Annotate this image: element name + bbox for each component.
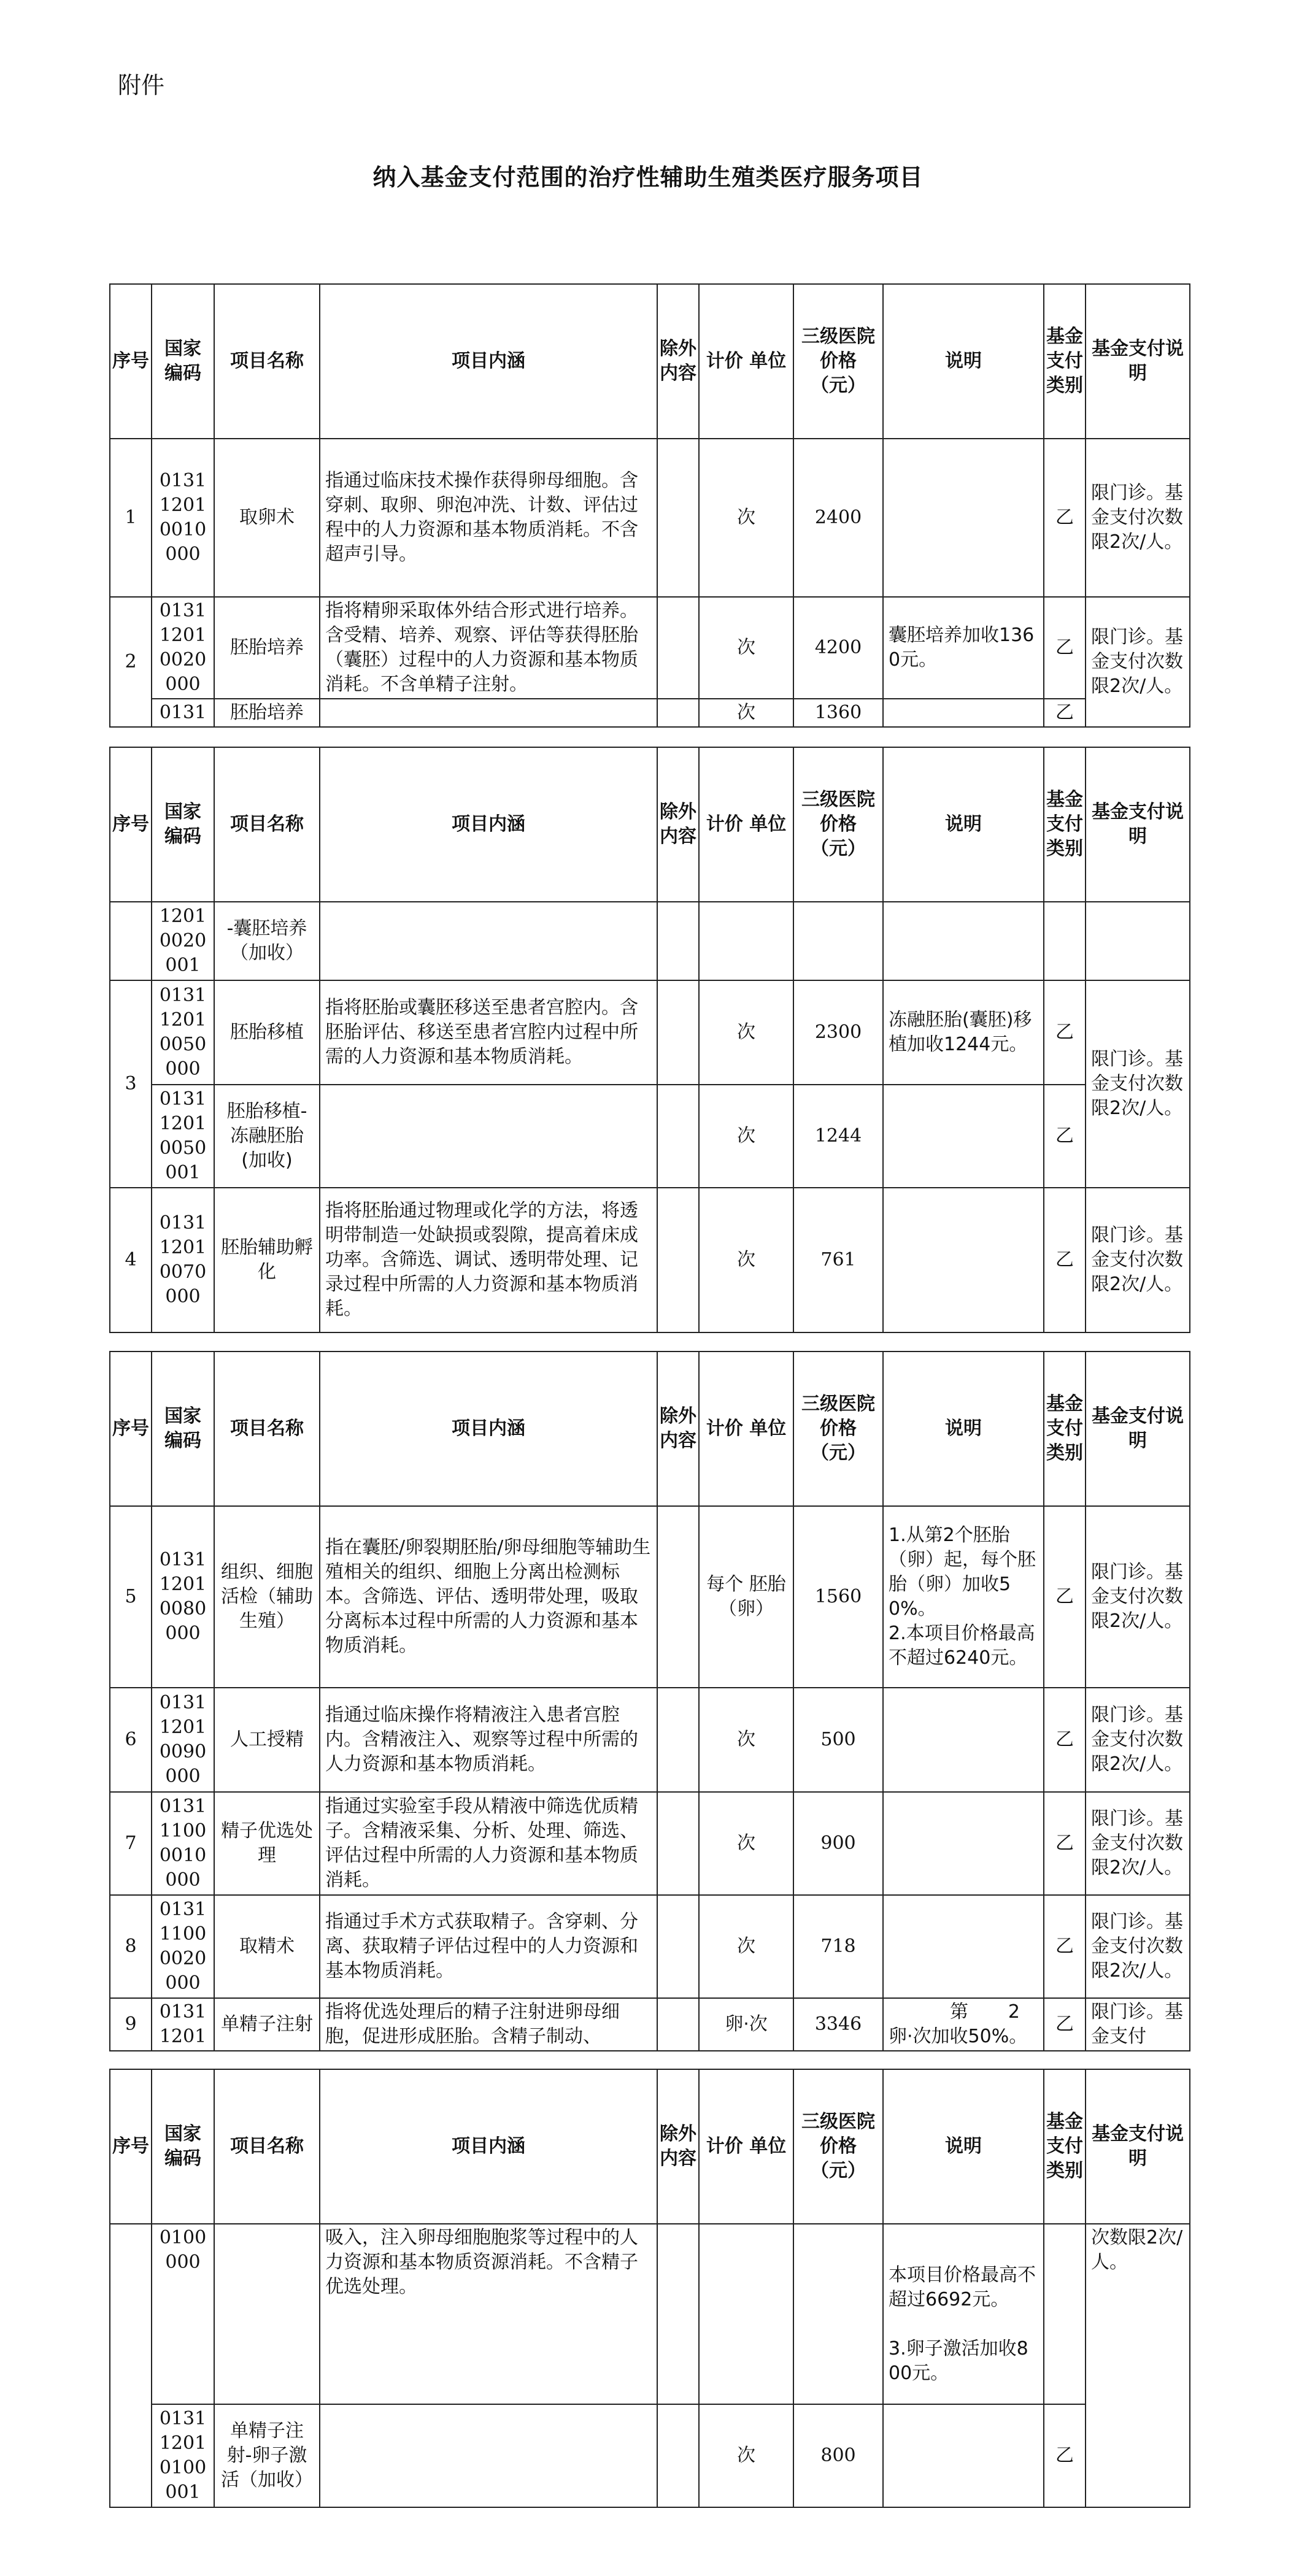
- table-row: [110, 439, 1190, 597]
- seq-cell: 8: [110, 1895, 152, 1998]
- table-row: [110, 597, 1190, 699]
- header-content: 项目内涵: [320, 747, 657, 902]
- price-cell: 718: [793, 1895, 883, 1998]
- excluded-cell: [657, 1895, 699, 1998]
- excluded-cell: [657, 1792, 699, 1895]
- code-cell: 0131 1100 0020 000: [152, 1895, 214, 1998]
- note-cell: [883, 699, 1044, 727]
- seq-cell: 5: [110, 1506, 152, 1688]
- unit-cell: 次: [699, 1085, 793, 1188]
- fund-note-cell: 限门诊。基金支付次数限2次/人。: [1086, 1895, 1190, 1998]
- header-category: 基金支付类别: [1044, 747, 1086, 902]
- code-cell: 0131: [152, 699, 214, 727]
- category-cell: 乙: [1044, 597, 1086, 699]
- table-header-row: [110, 1351, 1190, 1506]
- header-fund-note: 基金支付说明: [1086, 284, 1190, 439]
- header-unit: 计价 单位: [699, 1351, 793, 1506]
- header-seq: 序号: [110, 2069, 152, 2224]
- content-cell: [320, 902, 657, 980]
- unit-cell: 次: [699, 2404, 793, 2507]
- name-cell: 精子优选处理: [214, 1792, 320, 1895]
- category-cell: [1044, 902, 1086, 980]
- price-cell: 761: [793, 1188, 883, 1332]
- seq-cell: 7: [110, 1792, 152, 1895]
- price-cell: [793, 2224, 883, 2404]
- header-name: 项目名称: [214, 747, 320, 902]
- header-content: 项目内涵: [320, 1351, 657, 1506]
- content-cell: 指将胚胎或囊胚移送至患者宫腔内。含胚胎评估、移送至患者宫腔内过程中所需的人力资源和基本物质消耗。: [320, 980, 657, 1085]
- price-cell: 1360: [793, 699, 883, 727]
- header-price: 三级医院价格（元）: [793, 747, 883, 902]
- category-cell: 乙: [1044, 980, 1086, 1085]
- table-header-row: [110, 2069, 1190, 2224]
- price-cell: 4200: [793, 597, 883, 699]
- header-fund-note: 基金支付说明: [1086, 747, 1190, 902]
- header-content: 项目内涵: [320, 284, 657, 439]
- fund-note-cell: 限门诊。基金支付次数限2次/人。: [1086, 1688, 1190, 1792]
- category-cell: 乙: [1044, 1998, 1086, 2051]
- excluded-cell: [657, 1188, 699, 1332]
- unit-cell: 次: [699, 1895, 793, 1998]
- seq-cell: 6: [110, 1688, 152, 1792]
- excluded-cell: [657, 1688, 699, 1792]
- header-name: 项目名称: [214, 2069, 320, 2224]
- name-cell: 胚胎培养: [214, 597, 320, 699]
- attachment-label: 附件: [118, 72, 165, 99]
- table-row: [110, 2224, 1190, 2404]
- excluded-cell: [657, 980, 699, 1085]
- content-cell: 指在囊胚/卵裂期胚胎/卵母细胞等辅助生殖相关的组织、细胞上分离出检测标本。含筛选、评估、透明带处理，吸取分离标本过程中所需的人力资源和基本物质消耗。: [320, 1506, 657, 1688]
- code-cell: 0131 1201 0050 001: [152, 1085, 214, 1188]
- header-excluded: 除外内容: [657, 1351, 699, 1506]
- table-row: [110, 980, 1190, 1085]
- code-cell: 0131 1201 0020 000: [152, 597, 214, 699]
- table-row: [110, 902, 1190, 980]
- price-cell: 2400: [793, 439, 883, 597]
- content-cell: 指通过临床技术操作获得卵母细胞。含穿刺、取卵、卵泡冲洗、计数、评估过程中的人力资源和基本物质消耗。不含超声引导。: [320, 439, 657, 597]
- header-excluded: 除外内容: [657, 284, 699, 439]
- category-cell: 乙: [1044, 439, 1086, 597]
- header-unit: 计价 单位: [699, 747, 793, 902]
- category-cell: 乙: [1044, 1085, 1086, 1188]
- content-cell: [320, 2404, 657, 2507]
- header-note: 说明: [883, 2069, 1044, 2224]
- header-note: 说明: [883, 284, 1044, 439]
- code-cell: 0131 1201 0090 000: [152, 1688, 214, 1792]
- header-code: 国家编码: [152, 284, 214, 439]
- table-row: [110, 1188, 1190, 1332]
- service-table-page-3: [109, 1351, 1190, 2051]
- header-seq: 序号: [110, 284, 152, 439]
- seq-cell: 2: [110, 597, 152, 727]
- note-cell: [883, 1085, 1044, 1188]
- unit-cell: 次: [699, 597, 793, 699]
- content-cell: 指将精卵采取体外结合形式进行培养。含受精、培养、观察、评估等获得胚胎（囊胚）过程中的人力资源和基本物质消耗。不含单精子注射。: [320, 597, 657, 699]
- price-cell: 2300: [793, 980, 883, 1085]
- seq-cell: 1: [110, 439, 152, 597]
- fund-note-cell: 限门诊。基金支付次数限2次/人。: [1086, 1506, 1190, 1688]
- code-cell: 0131 1201 0010 000: [152, 439, 214, 597]
- name-cell: 取卵术: [214, 439, 320, 597]
- seq-cell: 3: [110, 980, 152, 1188]
- excluded-cell: [657, 699, 699, 727]
- name-cell: -囊胚培养（加收）: [214, 902, 320, 980]
- note-word-3: 卵·次加收50%。: [889, 2026, 1028, 2047]
- header-price: 三级医院价格（元）: [793, 1351, 883, 1506]
- service-table-page-4: [109, 2069, 1190, 2508]
- content-cell: [320, 699, 657, 727]
- header-excluded: 除外内容: [657, 747, 699, 902]
- name-cell: 取精术: [214, 1895, 320, 1998]
- category-cell: [1044, 2224, 1086, 2404]
- seq-cell: 9: [110, 1998, 152, 2051]
- header-note: 说明: [883, 747, 1044, 902]
- fund-note-cell: 限门诊。基金支付次数限2次/人。: [1086, 1188, 1190, 1332]
- name-cell: 单精子注射-卵子激活（加收）: [214, 2404, 320, 2507]
- content-cell: 吸入，注入卵母细胞胞浆等过程中的人力资源和基本物质资源消耗。不含精子优选处理。: [320, 2224, 657, 2404]
- fund-note-cell: 限门诊。基金支付次数限2次/人。: [1086, 439, 1190, 597]
- content-cell: 指通过手术方式获取精子。含穿刺、分离、获取精子评估过程中的人力资源和基本物质消耗。: [320, 1895, 657, 1998]
- excluded-cell: [657, 1998, 699, 2051]
- name-cell: 组织、细胞 活检（辅助生殖）: [214, 1506, 320, 1688]
- table-row: [110, 699, 1190, 727]
- category-cell: 乙: [1044, 1792, 1086, 1895]
- unit-cell: 卵·次: [699, 1998, 793, 2051]
- header-excluded: 除外内容: [657, 2069, 699, 2224]
- unit-cell: 次: [699, 699, 793, 727]
- note-cell: [883, 1688, 1044, 1792]
- table-row: [110, 1895, 1190, 1998]
- table-row: [110, 2404, 1190, 2507]
- unit-cell: [699, 902, 793, 980]
- code-cell: 0131 1100 0010 000: [152, 1792, 214, 1895]
- unit-cell: [699, 2224, 793, 2404]
- content-cell: [320, 1085, 657, 1188]
- content-cell: 指通过实验室手段从精液中筛选优质精子。含精液采集、分析、处理、筛选、评估过程中所需的人力资源和基本物质消耗。: [320, 1792, 657, 1895]
- service-table-page-1: [109, 283, 1190, 728]
- content-cell: 指将胚胎通过物理或化学的方法，将透明带制造一处缺损或裂隙，提高着床成功率。含筛选、调试、透明带处理、记录过程中所需的人力资源和基本物质消耗。: [320, 1188, 657, 1332]
- category-cell: 乙: [1044, 2404, 1086, 2507]
- unit-cell: 次: [699, 1188, 793, 1332]
- header-content: 项目内涵: [320, 2069, 657, 2224]
- header-category: 基金支付类别: [1044, 2069, 1086, 2224]
- code-cell: 0100 000: [152, 2224, 214, 2404]
- note-cell: [883, 1792, 1044, 1895]
- price-cell: 1244: [793, 1085, 883, 1188]
- header-code: 国家编码: [152, 2069, 214, 2224]
- code-cell: 0131 1201: [152, 1998, 214, 2051]
- note-cell: 1.从第2个胚胎（卵）起，每个胚胎（卵）加收50%。 2.本项目价格最高不超过6240元。: [883, 1506, 1044, 1688]
- name-cell: 胚胎移植: [214, 980, 320, 1085]
- excluded-cell: [657, 597, 699, 699]
- name-cell: 单精子注射: [214, 1998, 320, 2051]
- note-cell: [883, 439, 1044, 597]
- price-cell: 1560: [793, 1506, 883, 1688]
- header-price: 三级医院价格（元）: [793, 2069, 883, 2224]
- category-cell: 乙: [1044, 1188, 1086, 1332]
- document-title: 纳入基金支付范围的治疗性辅助生殖类医疗服务项目: [372, 164, 924, 191]
- content-cell: 指通过临床操作将精液注入患者宫腔内。含精液注入、观察等过程中所需的人力资源和基本物质消耗。: [320, 1688, 657, 1792]
- name-cell: [214, 2224, 320, 2404]
- fund-note-cell: 限门诊。基金支付次数限2次/人。: [1086, 1792, 1190, 1895]
- seq-cell: 4: [110, 1188, 152, 1332]
- code-cell: 1201 0020 001: [152, 902, 214, 980]
- content-cell: 指将优选处理后的精子注射进卵母细胞，促进形成胚胎。含精子制动、: [320, 1998, 657, 2051]
- fund-note-cell: 限门诊。基金支付次数限2次/人。: [1086, 597, 1190, 727]
- fund-note-cell: [1086, 902, 1190, 980]
- header-unit: 计价 单位: [699, 284, 793, 439]
- price-cell: 3346: [793, 1998, 883, 2051]
- price-cell: [793, 902, 883, 980]
- excluded-cell: [657, 902, 699, 980]
- name-cell: 胚胎移植-冻融胚胎(加收): [214, 1085, 320, 1188]
- note-cell: [883, 2404, 1044, 2507]
- table-header-row: [110, 284, 1190, 439]
- code-cell: 0131 1201 0080 000: [152, 1506, 214, 1688]
- header-code: 国家编码: [152, 1351, 214, 1506]
- header-seq: 序号: [110, 747, 152, 902]
- note-cell: 本项目价格最高不超过6692元。 3.卵子激活加收800元。: [883, 2224, 1044, 2404]
- code-cell: 0131 1201 0100 001: [152, 2404, 214, 2507]
- unit-cell: 每个 胚胎（卵）: [699, 1506, 793, 1688]
- excluded-cell: [657, 1506, 699, 1688]
- header-seq: 序号: [110, 1351, 152, 1506]
- code-cell: 0131 1201 0050 000: [152, 980, 214, 1085]
- price-cell: 500: [793, 1688, 883, 1792]
- category-cell: 乙: [1044, 1895, 1086, 1998]
- note-cell: [883, 1188, 1044, 1332]
- header-fund-note: 基金支付说明: [1086, 1351, 1190, 1506]
- excluded-cell: [657, 2224, 699, 2404]
- name-cell: 人工授精: [214, 1688, 320, 1792]
- table-row: [110, 1998, 1190, 2051]
- service-table-page-2: [109, 747, 1190, 1333]
- excluded-cell: [657, 439, 699, 597]
- header-category: 基金支付类别: [1044, 284, 1086, 439]
- code-cell: 0131 1201 0070 000: [152, 1188, 214, 1332]
- header-name: 项目名称: [214, 1351, 320, 1506]
- price-cell: 900: [793, 1792, 883, 1895]
- header-unit: 计价 单位: [699, 2069, 793, 2224]
- note-cell: 囊胚培养加收1360元。: [883, 597, 1044, 699]
- name-cell: 胚胎辅助孵化: [214, 1188, 320, 1332]
- category-cell: 乙: [1044, 699, 1086, 727]
- note-word-2: 2: [1008, 2001, 1020, 2023]
- unit-cell: 次: [699, 439, 793, 597]
- name-cell: 胚胎培养: [214, 699, 320, 727]
- excluded-cell: [657, 1085, 699, 1188]
- note-cell: [883, 1998, 1044, 2051]
- unit-cell: 次: [699, 1688, 793, 1792]
- header-code: 国家编码: [152, 747, 214, 902]
- table-row: [110, 1688, 1190, 1792]
- header-category: 基金支付类别: [1044, 1351, 1086, 1506]
- header-name: 项目名称: [214, 284, 320, 439]
- fund-note-cell: 次数限2次/人。: [1086, 2224, 1190, 2507]
- fund-note-cell: 限门诊。基金支付: [1086, 1998, 1190, 2051]
- note-cell: 冻融胚胎(囊胚)移植加收1244元。: [883, 980, 1044, 1085]
- note-cell: [883, 1895, 1044, 1998]
- header-fund-note: 基金支付说明: [1086, 2069, 1190, 2224]
- unit-cell: 次: [699, 980, 793, 1085]
- category-cell: 乙: [1044, 1688, 1086, 1792]
- header-note: 说明: [883, 1351, 1044, 1506]
- seq-cell: [110, 902, 152, 980]
- note-word-1: 第: [950, 2001, 968, 2023]
- table-row: [110, 1792, 1190, 1895]
- unit-cell: 次: [699, 1792, 793, 1895]
- table-header-row: [110, 747, 1190, 902]
- price-cell: 800: [793, 2404, 883, 2507]
- table-row: [110, 1506, 1190, 1688]
- note-cell: [883, 902, 1044, 980]
- header-price: 三级医院价格（元）: [793, 284, 883, 439]
- excluded-cell: [657, 2404, 699, 2507]
- category-cell: 乙: [1044, 1506, 1086, 1688]
- fund-note-cell: 限门诊。基金支付次数限2次/人。: [1086, 980, 1190, 1188]
- seq-cell: [110, 2224, 152, 2507]
- table-row: [110, 1085, 1190, 1188]
